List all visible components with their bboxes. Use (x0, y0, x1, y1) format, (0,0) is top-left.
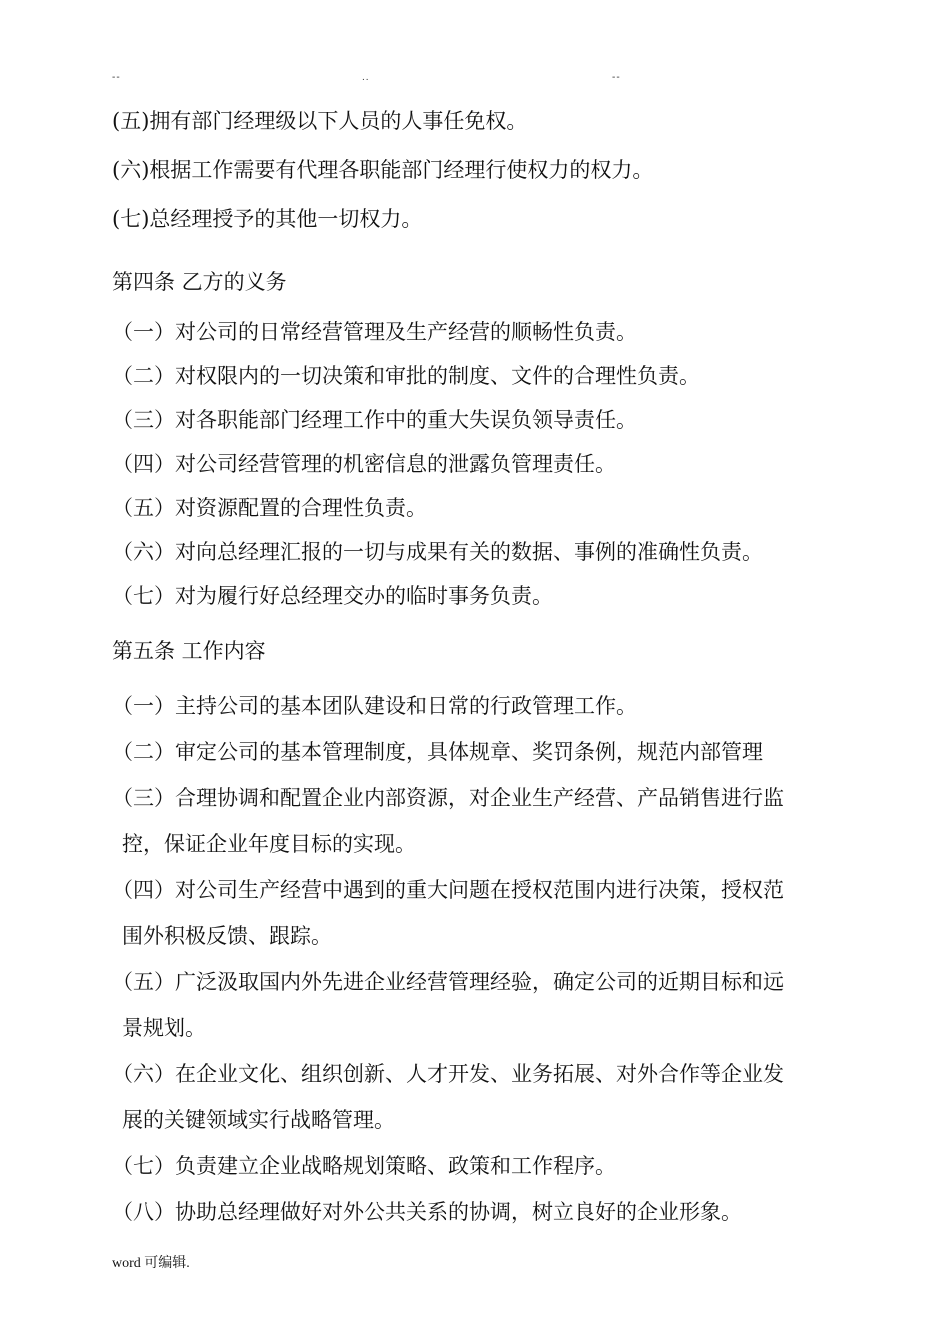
duty-item: （二）对权限内的一切决策和审批的制度、文件的合理性负责。 (112, 364, 700, 388)
duty-item: （五）对资源配置的合理性负责。 (112, 496, 427, 520)
work-content-line: （三）合理协调和配置企业内部资源，对企业生产经营、产品销售进行监 (112, 786, 784, 810)
power-item: (六)根据工作需要有代理各职能部门经理行使权力的权力。 (112, 158, 654, 182)
page-footer: word 可编辑. (112, 1256, 190, 1271)
work-content-line: 围外积极反馈、跟踪。 (122, 924, 332, 948)
work-content-line: 控，保证企业年度目标的实现。 (122, 832, 416, 856)
work-content-line: 景规划。 (122, 1016, 206, 1040)
work-content-line: （四）对公司生产经营中遇到的重大问题在授权范围内进行决策，授权范 (112, 878, 784, 902)
work-content-line: （七）负责建立企业战略规划策略、政策和工作程序。 (112, 1154, 616, 1178)
duty-item: （三）对各职能部门经理工作中的重大失误负领导责任。 (112, 408, 637, 432)
work-content-line: （六）在企业文化、组织创新、人才开发、业务拓展、对外合作等企业发 (112, 1062, 784, 1086)
work-content-line: （二）审定公司的基本管理制度，具体规章、奖罚条例，规范内部管理 (112, 740, 763, 764)
header-center-mark: .. (362, 72, 370, 83)
article5-heading: 第五条 工作内容 (112, 639, 266, 663)
power-item: (七)总经理授予的其他一切权力。 (112, 207, 423, 231)
header-right-mark: -- (612, 72, 621, 83)
duty-item: （一）对公司的日常经营管理及生产经营的顺畅性负责。 (112, 320, 637, 344)
header-left-mark: -- (112, 72, 121, 83)
work-content-line: （八）协助总经理做好对外公共关系的协调，树立良好的企业形象。 (112, 1200, 742, 1224)
power-item: (五)拥有部门经理级以下人员的人事任免权。 (112, 109, 528, 133)
work-content-line: 展的关键领域实行战略管理。 (122, 1108, 395, 1132)
article4-heading: 第四条 乙方的义务 (112, 270, 287, 294)
duty-item: （四）对公司经营管理的机密信息的泄露负管理责任。 (112, 452, 616, 476)
duty-item: （六）对向总经理汇报的一切与成果有关的数据、事例的准确性负责。 (112, 540, 763, 564)
work-content-line: （一）主持公司的基本团队建设和日常的行政管理工作。 (112, 694, 637, 718)
duty-item: （七）对为履行好总经理交办的临时事务负责。 (112, 584, 553, 608)
work-content-line: （五）广泛汲取国内外先进企业经营管理经验，确定公司的近期目标和远 (112, 970, 784, 994)
